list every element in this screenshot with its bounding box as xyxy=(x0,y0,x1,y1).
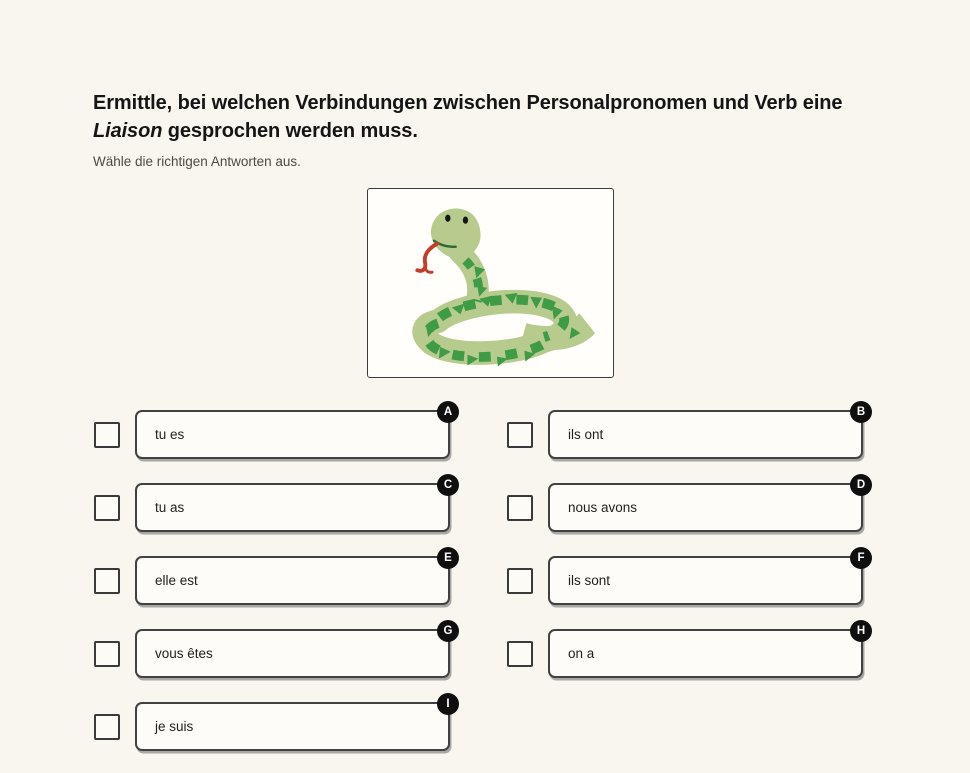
option-row-elle-est xyxy=(94,552,452,605)
answer-badge: B xyxy=(850,401,872,423)
checkbox-elle-est[interactable] xyxy=(94,568,120,594)
answer-box-on-a[interactable] xyxy=(548,625,866,678)
option-row-ils-ont xyxy=(507,406,866,459)
answer-box-vous-etes[interactable] xyxy=(135,625,453,678)
option-row-tu-as xyxy=(94,479,453,532)
option-row-ils-sont xyxy=(507,552,865,605)
question-title-suffix: gesprochen werden muss. xyxy=(167,120,418,142)
snake-tongue xyxy=(417,244,437,273)
checkbox-tu-es[interactable] xyxy=(94,422,120,448)
checkbox-je-suis[interactable] xyxy=(94,714,120,740)
option-row-on-a xyxy=(507,625,866,678)
option-row-tu-es xyxy=(94,406,453,459)
option-row-vous-etes xyxy=(94,625,453,678)
question-title-emphasis: Liaison xyxy=(93,120,163,142)
answer-badge: D xyxy=(850,474,872,496)
instruction-text: Wähle die richtigen Antworten aus. xyxy=(93,154,301,169)
checkbox-tu-as[interactable] xyxy=(94,495,120,521)
answer-label: ils ont xyxy=(568,427,604,442)
answer-label: ils sont xyxy=(568,573,611,588)
answer-box-ils-sont[interactable] xyxy=(548,552,865,605)
snake-head xyxy=(430,209,480,259)
answer-box-ils-ont[interactable] xyxy=(548,406,866,459)
answer-box-tu-as[interactable] xyxy=(135,479,453,532)
question-title-prefix: Ermittle, bei welchen Verbindungen zwischen Personalpronomen und Verb eine xyxy=(93,92,843,114)
answer-label: tu as xyxy=(155,500,185,515)
answer-badge: I xyxy=(437,693,459,715)
answer-badge: E xyxy=(437,547,459,569)
checkbox-vous-etes[interactable] xyxy=(94,641,120,667)
answer-label: je suis xyxy=(155,719,194,734)
answer-label: nous avons xyxy=(568,500,638,515)
answer-badge: C xyxy=(437,474,459,496)
option-row-nous-avons xyxy=(507,479,866,532)
answer-badge: A xyxy=(437,401,459,423)
checkbox-ils-ont[interactable] xyxy=(507,422,533,448)
illustration-card xyxy=(367,188,614,378)
checkbox-on-a[interactable] xyxy=(507,641,533,667)
answer-box-elle-est[interactable] xyxy=(135,552,452,605)
answer-label: vous êtes xyxy=(155,646,213,661)
answer-badge: H xyxy=(850,620,872,642)
answer-label: tu es xyxy=(155,427,185,442)
snake-illustration xyxy=(383,199,599,367)
answer-badge: F xyxy=(850,547,872,569)
question-title xyxy=(93,89,888,145)
checkbox-ils-sont[interactable] xyxy=(507,568,533,594)
answer-box-tu-es[interactable] xyxy=(135,406,453,459)
answer-badge: G xyxy=(437,620,459,642)
answer-box-nous-avons[interactable] xyxy=(548,479,866,532)
answer-label: elle est xyxy=(155,573,198,588)
option-row-je-suis xyxy=(94,698,450,751)
answer-label: on a xyxy=(568,646,595,661)
answer-box-je-suis[interactable] xyxy=(135,698,450,751)
checkbox-nous-avons[interactable] xyxy=(507,495,533,521)
